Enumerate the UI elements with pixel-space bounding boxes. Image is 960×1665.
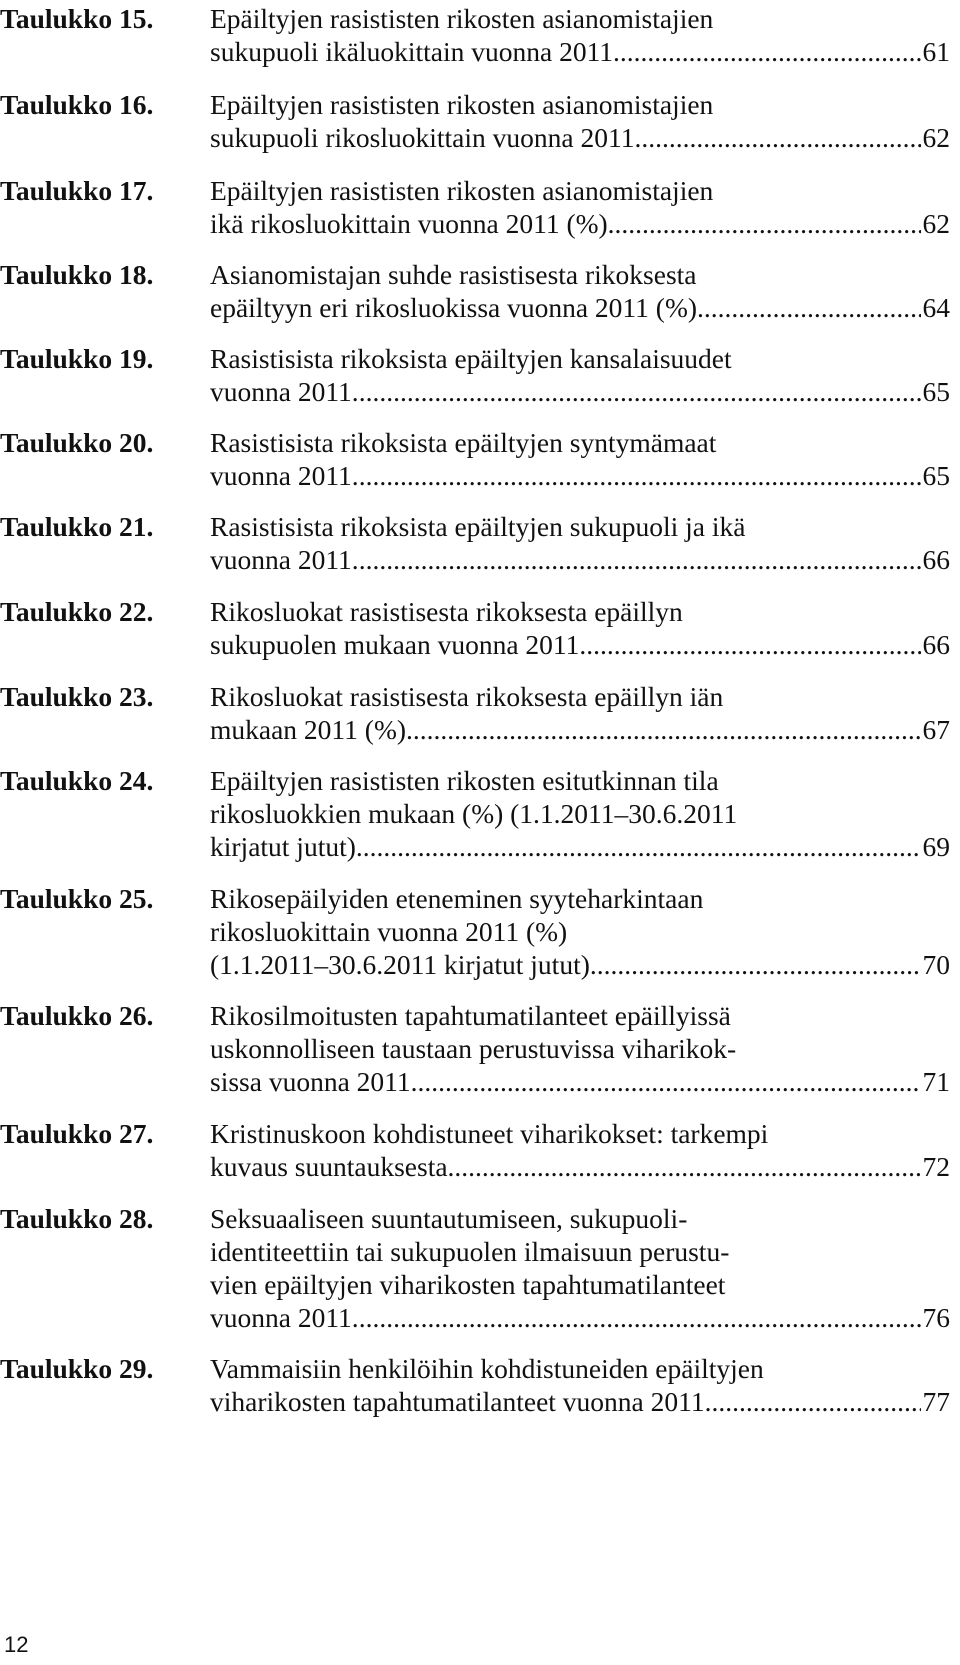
toc-entry-title-line (210, 628, 950, 661)
toc-entry-title-text: (1.1.2011–30.6.2011 kirjatut jutut) (210, 949, 590, 980)
toc-entry-title-text: mukaan 2011 (%). (210, 714, 413, 745)
toc-entry-title-line: uskonnolliseen taustaan perustuvissa viharikok- (210, 1033, 737, 1064)
toc-entry-title-line: Kristinuskoon kohdistuneet viharikokset: tarkempi (210, 1118, 769, 1149)
toc-entry-title-line (210, 1301, 950, 1334)
toc-entry-title-line: Rasistisista rikoksista epäiltyjen syntymämaat (210, 427, 717, 458)
toc-entry-title-line: Rasistisista rikoksista epäiltyjen kansalaisuudet (210, 343, 732, 374)
toc-entry-page: 62 (922, 122, 950, 153)
toc-entry-title-line (210, 375, 950, 408)
toc-entry-label: Taulukko 15. (0, 3, 154, 34)
dot-leader (608, 207, 921, 240)
toc-entry-title-text: sukupuolen mukaan vuonna 2011. (210, 629, 587, 660)
toc-entry-label: Taulukko 23. (0, 681, 154, 712)
toc-entry-label: Taulukko 17. (0, 175, 154, 206)
toc-entry-page: 66 (922, 544, 950, 575)
toc-entry-label: Taulukko 16. (0, 89, 154, 120)
dot-leader (454, 1150, 920, 1183)
toc-entry-title-line (210, 207, 950, 240)
toc-entry-page: 71 (922, 1066, 950, 1097)
toc-entry-label: Taulukko 24. (0, 765, 154, 796)
toc-entry-page: 70 (922, 949, 950, 980)
toc-entry-page: 66 (922, 629, 950, 660)
toc-entry-title-text: ikä rikosluokittain vuonna 2011 (%) (210, 208, 608, 239)
toc-entry-title-line (210, 948, 950, 981)
toc-entry-title-text: vuonna 2011. (210, 376, 359, 407)
toc-entry-title-line (210, 1385, 950, 1418)
toc-entry-label: Taulukko 20. (0, 427, 154, 458)
toc-entry-title-text: sukupuoli ikäluokittain vuonna 2011. (210, 36, 620, 67)
toc-entry-title-text: vuonna 2011. (210, 1302, 359, 1333)
toc-entry-title-text: sissa vuonna 2011. (210, 1066, 418, 1097)
toc-entry-label: Taulukko 19. (0, 343, 154, 374)
toc-entry-title-text: viharikosten tapahtumatilanteet vuonna 2011. (210, 1386, 712, 1417)
toc-entry-label: Taulukko 18. (0, 259, 154, 290)
toc-entry-page: 77 (922, 1386, 950, 1417)
toc-entry-page: 61 (922, 36, 950, 67)
toc-entry-title-line: identiteettiin tai sukupuolen ilmaisuun perustu- (210, 1236, 730, 1267)
toc-entry-title-line: Epäiltyjen rasististen rikosten asianomistajien (210, 89, 714, 120)
toc-entry-title-line (210, 1150, 950, 1183)
toc-entry-title-line: Rasistisista rikoksista epäiltyjen sukupuoli ja ikä (210, 511, 746, 542)
toc-entry-title-text: vuonna 2011. (210, 460, 359, 491)
dot-leader (418, 1065, 921, 1098)
dot-leader (359, 1301, 921, 1334)
toc-entry-title-line: Rikosilmoitusten tapahtumatilanteet epäillyissä (210, 1000, 731, 1031)
toc-entry-label: Taulukko 29. (0, 1353, 154, 1384)
toc-entry-page: 67 (922, 714, 950, 745)
toc-entry-title-line: Vammaisiin henkilöihin kohdistuneiden epäiltyjen (210, 1353, 764, 1384)
toc-entry-page: 65 (922, 460, 950, 491)
dot-leader (697, 291, 920, 324)
toc-entry-label: Taulukko 27. (0, 1118, 154, 1149)
toc-entry-label: Taulukko 25. (0, 883, 154, 914)
toc-entry-title-line: rikosluokkien mukaan (%) (1.1.2011–30.6.2011 (210, 798, 738, 829)
toc-entry-title-line: vien epäiltyjen viharikosten tapahtumatilanteet (210, 1269, 726, 1300)
dot-leader (359, 543, 921, 576)
toc-entry-title-line (210, 291, 950, 324)
toc-entry-page: 76 (922, 1302, 950, 1333)
dot-leader (641, 121, 920, 154)
dot-leader (620, 35, 921, 68)
toc-entry-title-line: rikosluokittain vuonna 2011 (%) (210, 916, 568, 947)
toc-entry-title-line (210, 35, 950, 68)
dot-leader (590, 948, 921, 981)
dot-leader (712, 1385, 921, 1418)
toc-entry-title-line (210, 459, 950, 492)
dot-leader (359, 459, 921, 492)
toc-entry-page: 62 (922, 208, 950, 239)
dot-leader (356, 830, 921, 863)
toc-entry-label: Taulukko 26. (0, 1000, 154, 1031)
toc-entry-title-line: Asianomistajan suhde rasistisesta rikoksesta (210, 259, 697, 290)
toc-entry-title-line: Epäiltyjen rasististen rikosten esitutkinnan tila (210, 765, 719, 796)
toc-entry-label: Taulukko 22. (0, 596, 154, 627)
toc-entry-page: 64 (922, 292, 950, 323)
toc-entry-page: 65 (922, 376, 950, 407)
toc-entry-title-text: kuvaus suuntauksesta. (210, 1151, 455, 1182)
toc-entry-title-line: Epäiltyjen rasististen rikosten asianomistajien (210, 175, 714, 206)
dot-leader (413, 713, 921, 746)
toc-entry-title-line: Rikosluokat rasistisesta rikoksesta epäillyn (210, 596, 683, 627)
dot-leader (359, 375, 921, 408)
toc-entry-title-line: Seksuaaliseen suuntautumiseen, sukupuoli- (210, 1203, 688, 1234)
toc-entry-title-text: vuonna 2011. (210, 544, 359, 575)
toc-entry-title-text: kirjatut jutut) (210, 831, 356, 862)
dot-leader (586, 628, 920, 661)
toc-entry-title-line (210, 1065, 950, 1098)
toc-entry-page: 72 (922, 1151, 950, 1182)
toc-entry-page: 69 (922, 831, 950, 862)
toc-entry-title-line (210, 830, 950, 863)
toc-entry-label: Taulukko 28. (0, 1203, 154, 1234)
page-number: 12 (4, 1632, 29, 1657)
toc-entry-title-line (210, 121, 950, 154)
toc-entry-title-text: sukupuoli rikosluokittain vuonna 2011. (210, 122, 642, 153)
toc-entry-title-line: Rikosluokat rasistisesta rikoksesta epäillyn iän (210, 681, 724, 712)
toc-entry-title-line (210, 543, 950, 576)
toc-entry-title-text: epäiltyyn eri rikosluokissa vuonna 2011 (%) (210, 292, 698, 323)
toc-entry-title-line: Epäiltyjen rasististen rikosten asianomistajien (210, 3, 714, 34)
toc-entry-label: Taulukko 21. (0, 511, 154, 542)
toc-entry-title-line: Rikosepäilyiden eteneminen syyteharkintaan (210, 883, 704, 914)
toc-entry-title-line (210, 713, 950, 746)
